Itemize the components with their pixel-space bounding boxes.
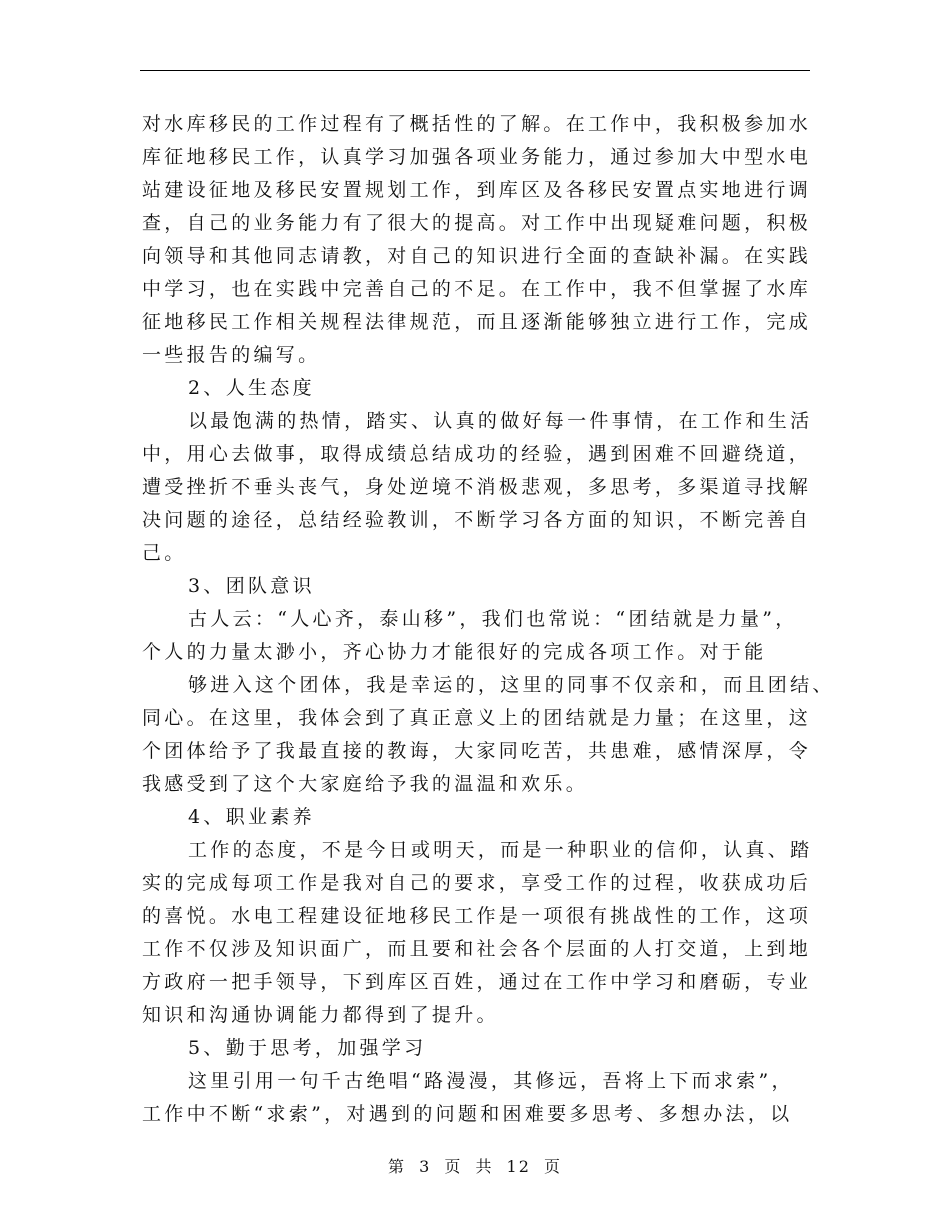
text-line: 向领导和其他同志请教，对自己的知识进行全面的查缺补漏。在实践 xyxy=(142,245,812,267)
text-line: 对水库移民的工作过程有了概括性的了解。在工作中，我积极参加水 xyxy=(142,113,812,135)
text-line: 工作中不断“求索”，对遇到的问题和困难要多思考、多想办法，以 xyxy=(142,1103,793,1125)
text-line: 工作不仅涉及知识面广，而且要和社会各个层面的人打交道，上到地 xyxy=(142,938,812,960)
text-line: 中，用心去做事，取得成绩总结成功的经验，遇到困难不回避绕道， xyxy=(142,443,812,465)
text-line: 征地移民工作相关规程法律规范，而且逐渐能够独立进行工作，完成 xyxy=(142,311,812,333)
text-line: 我感受到了这个大家庭给予我的温温和欢乐。 xyxy=(142,773,589,795)
text-line: 库征地移民工作，认真学习加强各项业务能力，通过参加大中型水电 xyxy=(142,146,812,168)
text-line: 中学习，也在实践中完善自己的不足。在工作中，我不但掌握了水库 xyxy=(142,278,812,300)
page-footer: 第 3 页 共 12 页 xyxy=(388,1157,562,1176)
text-line: 遭受挫折不垂头丧气，身处逆境不消极悲观，多思考，多渠道寻找解 xyxy=(142,476,812,498)
text-line: 知识和沟通协调能力都得到了提升。 xyxy=(142,1004,499,1026)
document-body xyxy=(142,108,835,1131)
text-line: 己。 xyxy=(142,542,187,564)
text-line: 3、团队意识 xyxy=(188,575,315,597)
text-line: 以最饱满的热情，踏实、认真的做好每一件事情，在工作和生活 xyxy=(188,410,813,432)
text-line: 工作的态度，不是今日或明天，而是一种职业的信仰，认真、踏 xyxy=(188,839,813,861)
text-line: 决问题的途径，总结经验教训，不断学习各方面的知识，不断完善自 xyxy=(142,509,812,531)
text-line: 一些报告的编写。 xyxy=(142,344,321,366)
text-line: 个人的力量太渺小，齐心协力才能很好的完成各项工作。对于能 xyxy=(142,641,767,663)
text-line: 2、人生态度 xyxy=(188,377,315,399)
text-line: 方政府一把手领导，下到库区百姓，通过在工作中学习和磨砺，专业 xyxy=(142,971,812,993)
text-line: 个团体给予了我最直接的教诲，大家同吃苦，共患难，感情深厚，令 xyxy=(142,740,812,762)
text-line: 实的完成每项工作是我对自己的要求，享受工作的过程，收获成功后 xyxy=(142,872,812,894)
text-line: 查，自己的业务能力有了很大的提高。对工作中出现疑难问题，积极 xyxy=(142,212,812,234)
text-line: 站建设征地及移民安置规划工作，到库区及各移民安置点实地进行调 xyxy=(142,179,812,201)
text-line: 4、职业素养 xyxy=(188,806,315,828)
text-line: 古人云：“人心齐，泰山移”，我们也常说：“团结就是力量”， xyxy=(188,608,798,630)
header-rule xyxy=(140,70,810,71)
text-line: 的喜悦。水电工程建设征地移民工作是一项很有挑战性的工作，这项 xyxy=(142,905,812,927)
text-line: 同心。在这里，我体会到了真正意义上的团结就是力量；在这里，这 xyxy=(142,707,812,729)
text-line: 这里引用一句千古绝唱“路漫漫，其修远，吾将上下而求索”， xyxy=(188,1070,794,1092)
text-line: 5、勤于思考，加强学习 xyxy=(188,1037,427,1059)
text-line: 够进入这个团体，我是幸运的，这里的同事不仅亲和，而且团结、 xyxy=(188,674,835,696)
